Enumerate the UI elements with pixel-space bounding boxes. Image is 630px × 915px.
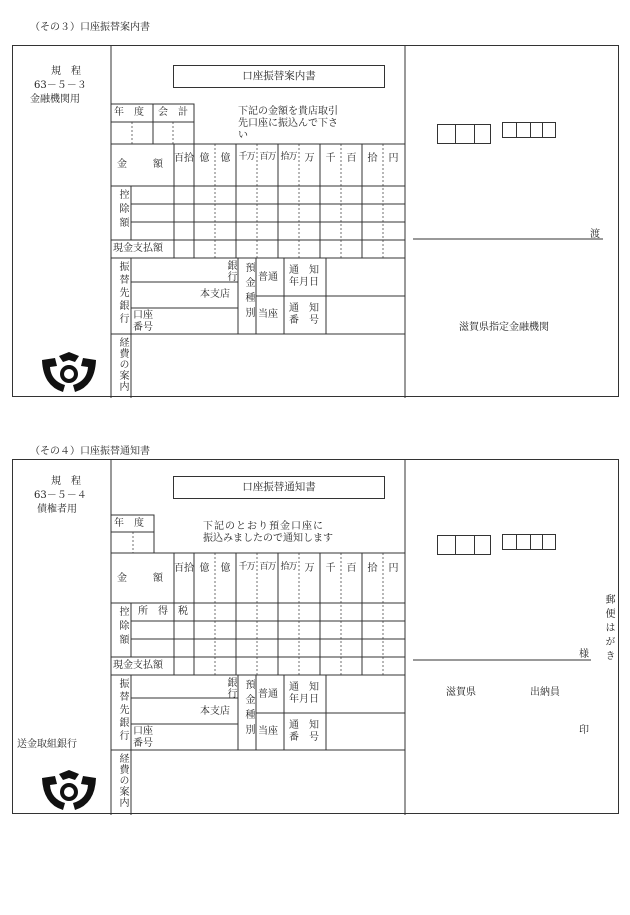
form4-branch-label: 本支店 — [200, 706, 230, 717]
form3-caption: （その３）口座振替案内書 — [30, 22, 150, 33]
digit-header-6: 拾万 — [280, 152, 297, 162]
digit-header-2: 億 — [199, 563, 210, 574]
form4-caption: （その４）口座振替通知書 — [30, 446, 150, 457]
digit-header-11: 円 — [388, 153, 399, 164]
form4-sama: 様 — [579, 649, 589, 660]
digit-header-4: 千万 — [238, 152, 255, 162]
shiga-emblem-icon — [39, 770, 99, 814]
form4-postcard-label: 郵便はがき — [603, 594, 614, 664]
shiga-emblem-icon — [39, 352, 99, 396]
form3-rule-number: 63－５－３ — [34, 80, 87, 91]
form3-ordinary: 普通 — [258, 272, 278, 283]
digit-header-3: 億 — [220, 563, 231, 574]
form4-instruction-1: 下記のとおり預金口座に — [203, 521, 324, 532]
form4-postal-box-1 — [437, 535, 491, 555]
form3-cash-label: 現金支払額 — [113, 243, 163, 254]
digit-header-4: 千万 — [238, 562, 255, 572]
digit-header-9: 百 — [346, 563, 357, 574]
digit-header-8: 千 — [325, 153, 336, 164]
form4-current: 当座 — [258, 726, 278, 737]
form3-deduction-label: 控除額 — [117, 189, 128, 231]
form4-notice-date: 通 知 年月日 — [289, 682, 319, 705]
form4-treasurer: 出納員 — [530, 687, 560, 698]
digit-header-1: 拾 — [184, 563, 194, 574]
form4-account-no-label: 口座 番号 — [133, 726, 153, 749]
form4-rule-usage: 債権者用 — [37, 504, 77, 515]
form4-bank-suffix: 銀行 — [225, 677, 236, 699]
digit-header-0: 百 — [174, 153, 184, 164]
form4-rule-label: 規 程 — [51, 476, 81, 487]
digit-header-10: 拾 — [367, 153, 378, 164]
form3-transfer-bank-label: 振替先銀行 — [117, 261, 128, 326]
form3-current: 当座 — [258, 309, 278, 320]
form3-instruction-3: い — [238, 130, 248, 141]
digit-header-5: 百万 — [259, 562, 276, 572]
form4-ordinary: 普通 — [258, 689, 278, 700]
form4-amount-label: 金 額 — [117, 573, 165, 584]
form4-instruction-2: 振込みましたので通知します — [203, 533, 333, 544]
form3-deposit-type-label: 預金種別 — [243, 262, 254, 322]
form4-sender: 送金取組銀行 — [17, 739, 77, 750]
digit-header-7: 万 — [304, 153, 315, 164]
form4-prefecture: 滋賀県 — [446, 687, 476, 698]
digit-header-10: 拾 — [367, 563, 378, 574]
form3-watari: 渡 — [590, 229, 600, 240]
digit-header-0: 百 — [174, 563, 184, 574]
form3-bank-suffix: 銀行 — [225, 260, 236, 282]
form4-expense-label: 経費の案内 — [117, 753, 128, 808]
form3-instruction-2: 先口座に振込んで下さ — [238, 118, 338, 129]
form3-notice-no: 通 知 番 号 — [289, 303, 319, 326]
form4-notice-no: 通 知 番 号 — [289, 720, 319, 743]
form4-rule-number: 63－５－４ — [34, 490, 87, 501]
form3-rule-usage: 金融機関用 — [30, 94, 80, 105]
form3-expense-label: 経費の案内 — [117, 337, 128, 392]
form3-amount-label: 金 額 — [117, 159, 165, 170]
digit-header-1: 拾 — [184, 153, 194, 164]
form3-rule-label: 規 程 — [51, 66, 81, 77]
form3-instruction-1: 下記の金額を貴店取引 — [238, 106, 338, 117]
digit-header-3: 億 — [220, 153, 231, 164]
digit-header-11: 円 — [388, 563, 399, 574]
digit-header-6: 拾万 — [280, 562, 297, 572]
form3-account-no-label: 口座 番号 — [133, 310, 153, 333]
form4-deposit-type-label: 預金種別 — [243, 679, 254, 739]
form3-panel — [12, 45, 619, 397]
form3-account-label: 会 計 — [158, 107, 188, 118]
form3-institution: 滋賀県指定金融機関 — [459, 322, 549, 333]
form4-title: 口座振替通知書 — [173, 476, 385, 499]
form3-branch-label: 本支店 — [200, 289, 230, 300]
form4-year-label: 年 度 — [114, 518, 144, 529]
form4-seal: 印 — [579, 725, 589, 736]
form4-panel — [12, 459, 619, 814]
digit-header-2: 億 — [199, 153, 210, 164]
digit-header-7: 万 — [304, 563, 315, 574]
form4-deduction-label: 控除額 — [117, 606, 128, 648]
form3-postal-box-2 — [502, 122, 556, 138]
form3-year-label: 年 度 — [114, 107, 144, 118]
form4-income-tax: 所 得 税 — [138, 606, 188, 617]
form3-grid — [13, 46, 620, 398]
form4-grid — [13, 460, 620, 815]
form3-notice-date: 通 知 年月日 — [289, 265, 319, 288]
digit-header-9: 百 — [346, 153, 357, 164]
form3-title: 口座振替案内書 — [173, 65, 385, 88]
form4-postal-box-2 — [502, 534, 556, 550]
form3-postal-box-1 — [437, 124, 491, 144]
digit-header-5: 百万 — [259, 152, 276, 162]
form4-transfer-bank-label: 振替先銀行 — [117, 678, 128, 743]
digit-header-8: 千 — [325, 563, 336, 574]
form4-cash-label: 現金支払額 — [113, 660, 163, 671]
